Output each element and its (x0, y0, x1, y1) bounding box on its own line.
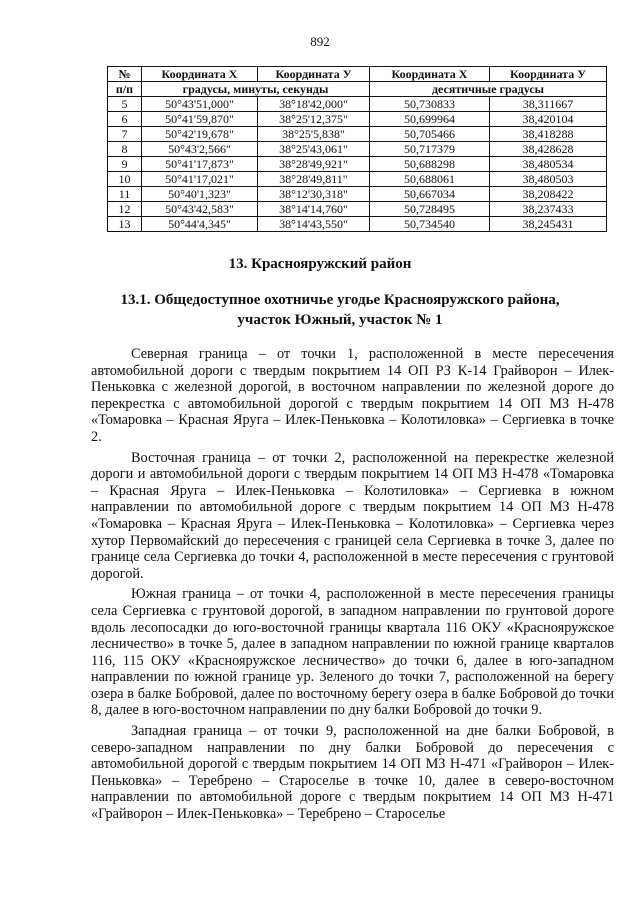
table-cell-n: 6 (108, 112, 142, 127)
table-body (108, 97, 607, 232)
table-cell-y-dec: 38,245431 (490, 217, 607, 232)
table-cell-n: 10 (108, 172, 142, 187)
table-cell-x-dms: 50°42'19,678" (142, 127, 258, 142)
table-cell-y-dms: 38°25'12,375" (258, 112, 370, 127)
table-cell-x-dec: 50,667034 (370, 187, 490, 202)
table-cell-y-dec: 38,480503 (490, 172, 607, 187)
table-cell-x-dms: 50°43'2,566" (142, 142, 258, 157)
header-coord-x: Координата X (142, 67, 258, 82)
table-cell-n: 11 (108, 187, 142, 202)
table-cell-x-dms: 50°41'59,870" (142, 112, 258, 127)
table-cell-y-dec: 38,480534 (490, 157, 607, 172)
subsection-title-line-1: 13.1. Общедоступное охотничье угодье Краснояружского района, (120, 292, 560, 308)
table-row (108, 187, 607, 202)
paragraph-west-boundary: Западная граница – от точки 9, расположенной на дне балки Бобровой, в северо-западном направлении по дну балки Бобровой до пересечения с автомобильной дорогой с твердым покрытием 14 ОП МЗ Н-471 «Грайворон – Илек-Пеньковка» – Теребрено – Староселье в точке 10, далее в северо-восточном направлении по автомобильной дороге с твердым покрытием 14 ОП МЗ Н-471 «Грайворон – Илек-Пеньковка» – Теребрено – Староселье (91, 723, 614, 823)
table-cell-n: 12 (108, 202, 142, 217)
table-cell-y-dms: 38°12'30,318" (258, 187, 370, 202)
table-cell-y-dec: 38,418288 (490, 127, 607, 142)
header-coord-y: Координата У (258, 67, 370, 82)
table-row (108, 172, 607, 187)
header-coord-y-decimal: Координата У (490, 67, 607, 82)
header-num: № (108, 67, 142, 82)
table-cell-x-dec: 50,699964 (370, 112, 490, 127)
table-cell-x-dec: 50,730833 (370, 97, 490, 112)
subsection-title-line-2: участок Южный, участок № 1 (237, 312, 443, 328)
table-row (108, 142, 607, 157)
subsection-title (90, 290, 590, 330)
table-cell-y-dms: 38°28'49,921" (258, 157, 370, 172)
coordinates-table (107, 66, 607, 232)
header-coord-x-decimal: Координата X (370, 67, 490, 82)
paragraph-north-boundary: Северная граница – от точки 1, расположенной в месте пересечения автомобильной дороги с твердым покрытием 14 ОП РЗ К-14 Грайворон – Илек-Пеньковка с железной дорогой, в восточном направлении по железной дороге до перекрестка с автомобильной дорогой с твердым покрытием 14 ОП МЗ Н-478 «Томаровка – Красная Яруга – Илек-Пеньковка – Колотиловка» – Сергиевка в точке 2. (91, 346, 614, 445)
table-cell-n: 7 (108, 127, 142, 142)
table-header-row (108, 67, 607, 82)
table-cell-n: 8 (108, 142, 142, 157)
table-row (108, 112, 607, 127)
table-cell-y-dms: 38°25'5,838" (258, 127, 370, 142)
table-cell-y-dms: 38°28'49,811" (258, 172, 370, 187)
table-cell-n: 13 (108, 217, 142, 232)
paragraph-south-boundary: Южная граница – от точки 4, расположенной в месте пересечения границы села Сергиевка с грунтовой дорогой, в западном направлении по грунтовой дороге вдоль лесопосадки до юго-восточной границы квартала 116 ОКУ «Краснояружское лесничество» в точке 5, далее в западном направлении по южной границе кварталов 116, 115 ОКУ «Краснояружское лесничество» до точки 6, далее в юго-западном направлении по южной границе ур. Зеленого до точки 7, расположенной на берегу озера в балке Бобровой, далее по восточному берегу озера в балке Бобровой до точки 8, далее в юго-восточном направлении по дну балки Бобровой до точки 9. (91, 586, 614, 719)
table-cell-y-dec: 38,208422 (490, 187, 607, 202)
table-cell-y-dec: 38,311667 (490, 97, 607, 112)
table-row (108, 202, 607, 217)
table-cell-n: 9 (108, 157, 142, 172)
table-row (108, 97, 607, 112)
table-cell-y-dms: 38°25'43,061" (258, 142, 370, 157)
paragraph-east-boundary: Восточная граница – от точки 2, расположенной на перекрестке железной дороги и автомобильной дороги с твердым покрытием 14 ОП МЗ Н-478 «Томаровка – Красная Яруга – Илек-Пеньковка – Колотиловка» – Сергиевка в южном направлении по автомобильной дороге с твердым покрытием 14 ОП МЗ Н-478 «Томаровка – Красная Яруга – Илек-Пеньковка – Колотиловка» – Сергиевка через хутор Первомайский до пересечения с границей села Сергиевка в точке 3, далее по границе села Сергиевка до точки 4, расположенной в месте пересечения с грунтовой дорогой. (91, 449, 614, 582)
header-num-sub: п/п (108, 82, 142, 97)
table-cell-y-dec: 38,420104 (490, 112, 607, 127)
table-cell-x-dec: 50,728495 (370, 202, 490, 217)
section-title: 13. Краснояружский район (228, 256, 412, 272)
table-row (108, 127, 607, 142)
table-cell-x-dms: 50°43'42,583" (142, 202, 258, 217)
table-units-row (108, 82, 607, 97)
table-cell-x-dms: 50°43'51,000" (142, 97, 258, 112)
table-cell-x-dec: 50,705466 (370, 127, 490, 142)
body-text (91, 346, 614, 823)
table-cell-y-dec: 38,428628 (490, 142, 607, 157)
table-cell-n: 5 (108, 97, 142, 112)
table-cell-y-dec: 38,237433 (490, 202, 607, 217)
table-row (108, 157, 607, 172)
table-cell-x-dms: 50°44'4,345" (142, 217, 258, 232)
header-units-decimal: десятичные градусы (370, 82, 607, 97)
page-number: 892 (310, 34, 330, 49)
table-cell-y-dms: 38°14'14,760" (258, 202, 370, 217)
table-cell-x-dec: 50,717379 (370, 142, 490, 157)
header-units-dms: градусы, минуты, секунды (142, 82, 370, 97)
table-cell-y-dms: 38°14'43,550" (258, 217, 370, 232)
table-cell-y-dms: 38°18'42,000" (258, 97, 370, 112)
table-cell-x-dec: 50,688298 (370, 157, 490, 172)
table-cell-x-dec: 50,734540 (370, 217, 490, 232)
table-row (108, 217, 607, 232)
table-cell-x-dms: 50°41'17,873" (142, 157, 258, 172)
table-cell-x-dms: 50°40'1,323" (142, 187, 258, 202)
table-cell-x-dms: 50°41'17,021" (142, 172, 258, 187)
table-cell-x-dec: 50,688061 (370, 172, 490, 187)
